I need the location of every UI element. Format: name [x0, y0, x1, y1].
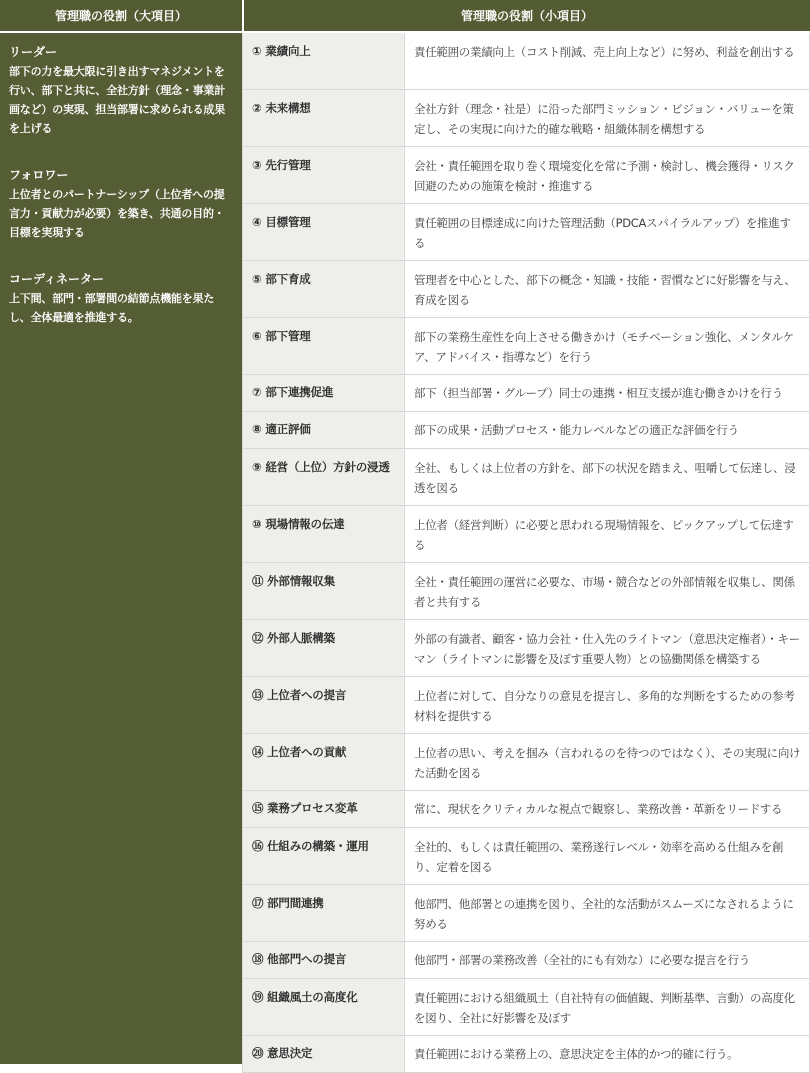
sub-role-description: 他部門・部署の業務改善（全社的にも有効な）に必要な提言を行う [405, 942, 810, 978]
major-role-title: リーダー [9, 45, 58, 59]
table-row [242, 791, 810, 828]
sub-role-description: 責任範囲の業績向上（コスト削減、売上向上など）に努め、利益を創出する [405, 33, 810, 89]
major-role-description: 部下の力を最大限に引き出すマネジメントを行い、部下と共に、全社方針（理念・事業計画など）の実現、担当部署に求められる成果を上げる [9, 65, 225, 135]
sub-role-description: 外部の有識者、顧客・協力会社・仕入先のライトマン（意思決定権者）・キーマン（ライトマンに影響を及ぼす重要人物）との協働関係を構築する [405, 620, 810, 676]
sub-role-name: ⑳ 意思決定 [242, 1036, 405, 1072]
sub-role-description: 上位者（経営判断）に必要と思われる現場情報を、ピックアップして伝達する [405, 506, 810, 562]
table-row [242, 412, 810, 449]
header-major-roles: 管理職の役割（大項目） [0, 0, 242, 31]
table-row [242, 449, 810, 506]
sub-role-description: 全社的、もしくは責任範囲の、業務遂行レベル・効率を高める仕組みを創り、定着を図る [405, 828, 810, 884]
sub-role-description: 上位者に対して、自分なりの意見を提言し、多角的な判断をするための参考材料を提供する [405, 677, 810, 733]
sub-role-description: 責任範囲における業務上の、意思決定を主体的かつ的確に行う。 [405, 1036, 810, 1072]
sub-role-name: ⑱ 他部門への提言 [242, 942, 405, 978]
table-row [242, 204, 810, 261]
sub-role-description: 全社・責任範囲の運営に必要な、市場・競合などの外部情報を収集し、関係者と共有する [405, 563, 810, 619]
table-row [242, 33, 810, 90]
sub-role-name: ⑩ 現場情報の伝達 [242, 506, 405, 562]
table-row [242, 942, 810, 979]
sub-role-description: 全社方針（理念・社是）に沿った部門ミッション・ビジョン・バリューを策定し、その実現に向けた的確な戦略・組織体制を構想する [405, 90, 810, 146]
sub-role-description: 責任範囲における組織風土（自社特有の価値観、判断基準、言動）の高度化を図り、全社に好影響を及ぼす [405, 979, 810, 1035]
table-row [242, 147, 810, 204]
sub-role-description: 責任範囲の目標達成に向けた管理活動（PDCAスパイラルアップ）を推進する [405, 204, 810, 260]
table-row [242, 90, 810, 147]
table-row [242, 620, 810, 677]
sub-role-name: ⑲ 組織風土の高度化 [242, 979, 405, 1035]
table-row [242, 979, 810, 1036]
sub-role-name: ⑬ 上位者への提言 [242, 677, 405, 733]
sub-role-name: ⑫ 外部人脈構築 [242, 620, 405, 676]
sub-role-name: ⑧ 適正評価 [242, 412, 405, 448]
major-role-follower [9, 165, 232, 242]
sub-role-name: ⑦ 部下連携促進 [242, 375, 405, 411]
major-role-description: 上位者とのパートナーシップ（上位者への提言力・貢献力が必要）を築き、共通の目的・目標を実現する [9, 188, 225, 239]
sub-role-description: 全社、もしくは上位者の方針を、部下の状況を踏まえ、咀嚼して伝達し、浸透を図る [405, 449, 810, 505]
header-sub-roles: 管理職の役割（小項目） [242, 0, 810, 31]
sub-role-name: ③ 先行管理 [242, 147, 405, 203]
sub-role-name: ④ 目標管理 [242, 204, 405, 260]
table-row [242, 885, 810, 942]
sub-role-description: 上位者の思い、考えを掴み（言われるのを待つのではなく）、その実現に向けた活動を図る [405, 734, 810, 790]
sub-role-name: ⑮ 業務プロセス変革 [242, 791, 405, 827]
sub-role-name: ① 業績向上 [242, 33, 405, 89]
sub-role-description: 部下の業務生産性を向上させる働きかけ（モチベーション強化、メンタルケア、アドバイス・指導など）を行う [405, 318, 810, 374]
sub-role-name: ⑨ 経営（上位）方針の浸透 [242, 449, 405, 505]
table-row [242, 375, 810, 412]
sub-role-description: 常に、現状をクリティカルな視点で観察し、業務改善・革新をリードする [405, 791, 810, 827]
major-role-title: フォロワー [9, 168, 69, 182]
major-role-title: コーディネーター [9, 272, 105, 286]
major-roles-column [0, 31, 242, 1064]
major-role-description: 上下間、部門・部署間の結節点機能を果たし、全体最適を推進する。 [9, 292, 215, 324]
sub-role-name: ⑪ 外部情報収集 [242, 563, 405, 619]
table-row [242, 734, 810, 791]
sub-roles-column [242, 31, 810, 1064]
table-row [242, 1036, 810, 1073]
sub-role-description: 他部門、他部署との連携を図り、全社的な活動がスムーズになされるように努める [405, 885, 810, 941]
table-row [242, 677, 810, 734]
table-header [0, 0, 810, 31]
table-row [242, 261, 810, 318]
sub-role-name: ② 未来構想 [242, 90, 405, 146]
sub-role-name: ⑭ 上位者への貢献 [242, 734, 405, 790]
sub-role-description: 会社・責任範囲を取り巻く環境変化を常に予測・検討し、機会獲得・リスク回避のための施策を検討・推進する [405, 147, 810, 203]
sub-role-description: 管理者を中心とした、部下の概念・知識・技能・習慣などに好影響を与え、育成を図る [405, 261, 810, 317]
major-role-coordinator [9, 269, 232, 327]
sub-role-name: ⑯ 仕組みの構築・運用 [242, 828, 405, 884]
table-row [242, 506, 810, 563]
major-role-leader [9, 42, 232, 138]
table-row [242, 563, 810, 620]
sub-role-name: ⑥ 部下管理 [242, 318, 405, 374]
sub-role-description: 部下（担当部署・グループ）同士の連携・相互支援が進む働きかけを行う [405, 375, 810, 411]
sub-role-description: 部下の成果・活動プロセス・能力レベルなどの適正な評価を行う [405, 412, 810, 448]
sub-role-name: ⑰ 部門間連携 [242, 885, 405, 941]
table-row [242, 318, 810, 375]
sub-role-name: ⑤ 部下育成 [242, 261, 405, 317]
table-row [242, 828, 810, 885]
